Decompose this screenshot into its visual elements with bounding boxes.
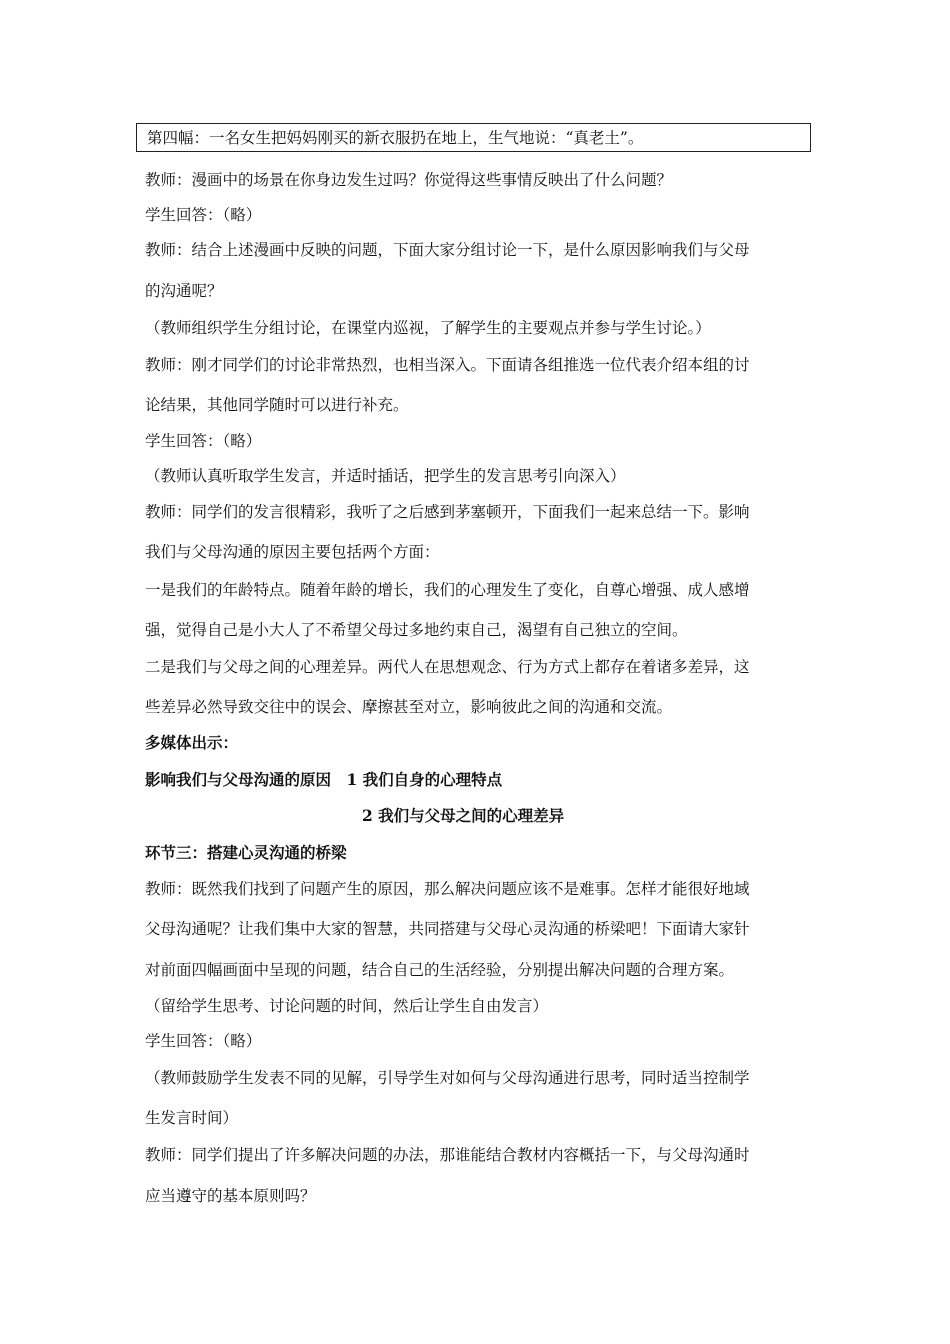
- boxed-comic-description: 第四幅：一名女生把妈妈刚买的新衣服扔在地上，生气地说：“真老土”。: [136, 123, 811, 152]
- paragraph-line: 学生回答：（略）: [145, 432, 262, 450]
- paragraph-line: 对前面四幅画面中呈现的问题，结合自己的生活经验，分别提出解决问题的合理方案。: [145, 961, 735, 979]
- paragraph-line: 学生回答：（略）: [145, 1032, 262, 1050]
- reasons-item-2: 2 我们与父母之间的心理差异: [362, 806, 565, 825]
- paragraph-line: 教师：漫画中的场景在你身边发生过吗？你觉得这些事情反映出了什么问题？: [145, 171, 673, 189]
- paragraph-line: 应当遵守的基本原则吗？: [145, 1187, 316, 1205]
- paragraph-line: 教师：刚才同学们的讨论非常热烈，也相当深入。下面请各组推选一位代表介绍本组的讨: [145, 356, 750, 374]
- paragraph-line: 教师：同学们提出了许多解决问题的办法，那谁能结合教材内容概括一下，与父母沟通时: [145, 1146, 750, 1164]
- paragraph-line: 教师：既然我们找到了问题产生的原因，那么解决问题应该不是难事。怎样才能很好地域: [145, 880, 750, 898]
- paragraph-line: 的沟通呢？: [145, 282, 223, 300]
- paragraph-line: 教师：同学们的发言很精彩，我听了之后感到茅塞顿开，下面我们一起来总结一下。影响: [145, 503, 750, 521]
- multimedia-heading: 多媒体出示：: [145, 733, 239, 752]
- paragraph-line: （留给学生思考、讨论问题的时间，然后让学生自由发言）: [145, 997, 549, 1015]
- paragraph-line: （教师认真听取学生发言，并适时插话，把学生的发言思考引向深入）: [145, 467, 626, 485]
- section-heading: 环节三：搭建心灵沟通的桥梁: [145, 843, 347, 862]
- paragraph-line: 二是我们与父母之间的心理差异。两代人在思想观念、行为方式上都存在着诸多差异，这: [145, 658, 750, 676]
- paragraph-line: 强，觉得自己是小大人了不希望父母过多地约束自己，渴望有自己独立的空间。: [145, 621, 688, 639]
- paragraph-line: （教师鼓励学生发表不同的见解，引导学生对如何与父母沟通进行思考，同时适当控制学: [145, 1069, 750, 1087]
- paragraph-line: 论结果，其他同学随时可以进行补充。: [145, 396, 409, 414]
- paragraph-line: 学生回答：（略）: [145, 206, 262, 224]
- paragraph-line: 些差异必然导致交往中的误会、摩擦甚至对立，影响彼此之间的沟通和交流。: [145, 698, 673, 716]
- paragraph-line: 我们与父母沟通的原因主要包括两个方面：: [145, 543, 440, 561]
- reasons-item-1: 影响我们与父母沟通的原因 1 我们自身的心理特点: [145, 770, 503, 789]
- paragraph-line: 父母沟通呢？让我们集中大家的智慧，共同搭建与父母心灵沟通的桥梁吧！下面请大家针: [145, 920, 750, 938]
- paragraph-line: 生发言时间）: [145, 1109, 239, 1127]
- paragraph-line: 一是我们的年龄特点。随着年龄的增长，我们的心理发生了变化，自尊心增强、成人感增: [145, 581, 750, 599]
- paragraph-line: 教师：结合上述漫画中反映的问题，下面大家分组讨论一下，是什么原因影响我们与父母: [145, 241, 750, 259]
- paragraph-line: （教师组织学生分组讨论，在课堂内巡视，了解学生的主要观点并参与学生讨论。）: [145, 319, 711, 337]
